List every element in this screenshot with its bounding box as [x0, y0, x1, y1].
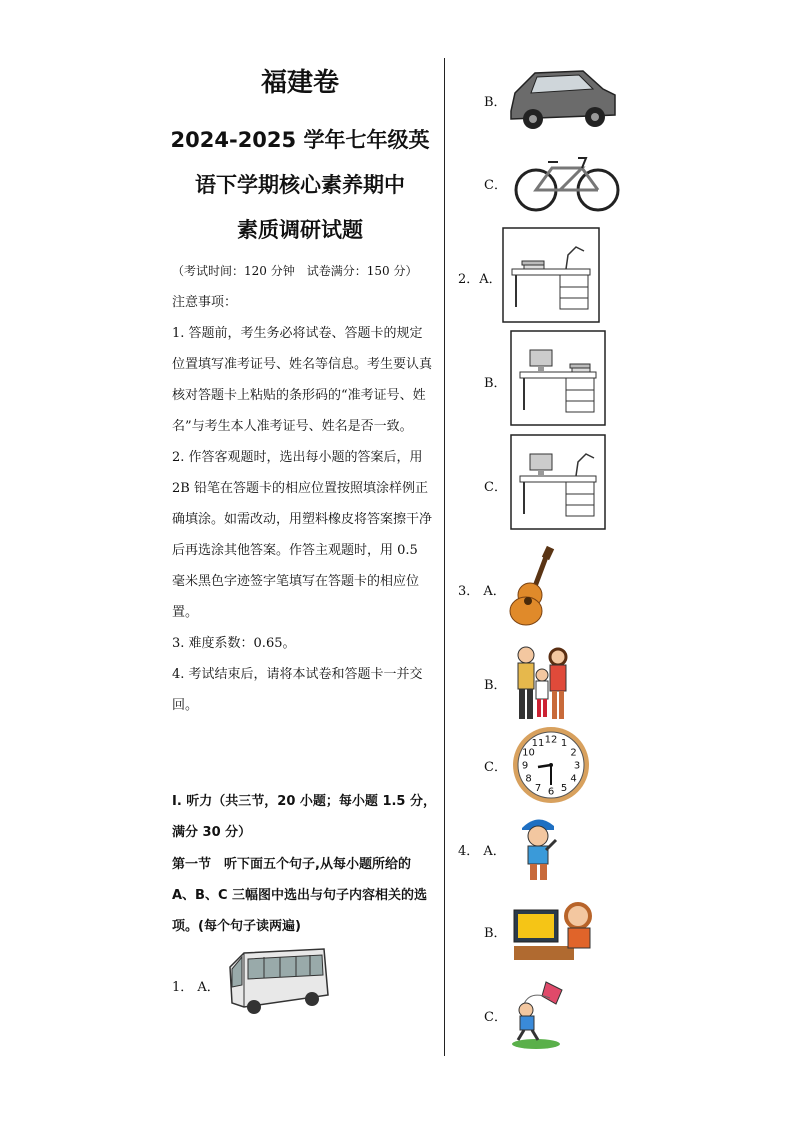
- notes: [172, 287, 434, 721]
- clock-numeral: 11: [531, 738, 545, 749]
- clock-numeral: 5: [560, 783, 568, 794]
- note-item: 3. 难度系数：0.65。: [172, 636, 296, 651]
- q1-option-b-label: B．: [484, 95, 507, 110]
- column-divider: [444, 58, 445, 1056]
- desk-with-lamp-and-books-picture: [502, 227, 600, 323]
- q4-option-b-label: B．: [484, 926, 507, 941]
- title-line: 2024-2025 学年七年级英: [170, 128, 430, 152]
- bus-picture: [224, 945, 332, 1020]
- boy-singing-picture: [512, 812, 564, 884]
- desk-with-computer-and-lamp-picture: [510, 434, 606, 530]
- q4-option-a-label: 4． A．: [458, 844, 506, 859]
- notes-heading: 注意事项：: [172, 295, 238, 310]
- exam-info: （考试时间：120 分钟 试卷满分：150 分）: [172, 264, 418, 278]
- section-heading: I. 听力（共三节，20 小题；每小题 1.5 分，满分 30 分）: [172, 794, 436, 840]
- title-line: 素质调研试题: [237, 218, 363, 242]
- title-line: 语下学期核心素养期中: [195, 173, 405, 197]
- q2-option-b-label: B．: [484, 376, 507, 391]
- note-item: 4. 考试结束后，请将本试卷和答题卡一并交回。: [172, 667, 423, 713]
- guitar-picture: [508, 543, 560, 627]
- clock-numeral: 2: [570, 747, 577, 759]
- clock-numeral: 7: [534, 783, 542, 794]
- boy-playing-computer-picture: [512, 898, 600, 962]
- clock-numeral: 8: [525, 773, 532, 785]
- q2-option-a-label: 2．A．: [458, 272, 502, 287]
- note-item: 2. 作答客观题时，选出每小题的答案后，用 2B 铅笔在答题卡的相应位置按照填涂样例正确填涂。如需改动，用塑料橡皮将答案擦干净后再选涂其他答案。作答主观题时，用 0.5 毫米黑色字迹签字笔填写在答题卡的相应位置。: [172, 450, 433, 620]
- q3-option-a-label: 3． A．: [458, 584, 506, 599]
- province-title: 福建卷: [260, 68, 339, 98]
- car-picture: [505, 63, 620, 135]
- q1-option-a-label: 1． A．: [172, 980, 220, 995]
- clock-numeral: 10: [522, 747, 535, 759]
- part1-instruction: 第一节 听下面五个句子,从每小题所给的 A、B、C 三幅图中选出与句子内容相关的选项。(每个句子读两遍): [172, 857, 428, 934]
- clock-numeral: 1: [560, 738, 568, 749]
- q3-option-b-label: B．: [484, 678, 507, 693]
- bicycle-picture: [512, 150, 622, 215]
- q1-option-c-label: C．: [484, 178, 507, 193]
- clock-numeral: 12: [544, 734, 558, 746]
- clock-numeral: 4: [570, 773, 577, 785]
- note-item: 1. 答题前，考生务必将试卷、答题卡的规定位置填写准考证号、姓名等信息。考生要认真核对答题卡上粘贴的条形码的“准考证号、姓名”与考生本人准考证号、姓名是否一致。: [172, 326, 433, 434]
- q4-option-c-label: C．: [484, 1010, 507, 1025]
- family-picture: [512, 641, 572, 721]
- clock-picture: [510, 725, 592, 805]
- q2-option-c-label: C．: [484, 480, 507, 495]
- clock-numeral: 6: [547, 786, 555, 798]
- clock-numeral: 9: [521, 760, 529, 772]
- q3-option-c-label: C．: [484, 760, 507, 775]
- boy-flying-kite-picture: [510, 980, 566, 1050]
- clock-numeral: 3: [573, 760, 581, 772]
- exam-title: [170, 118, 430, 253]
- desk-with-computer-and-books-picture: [510, 330, 606, 426]
